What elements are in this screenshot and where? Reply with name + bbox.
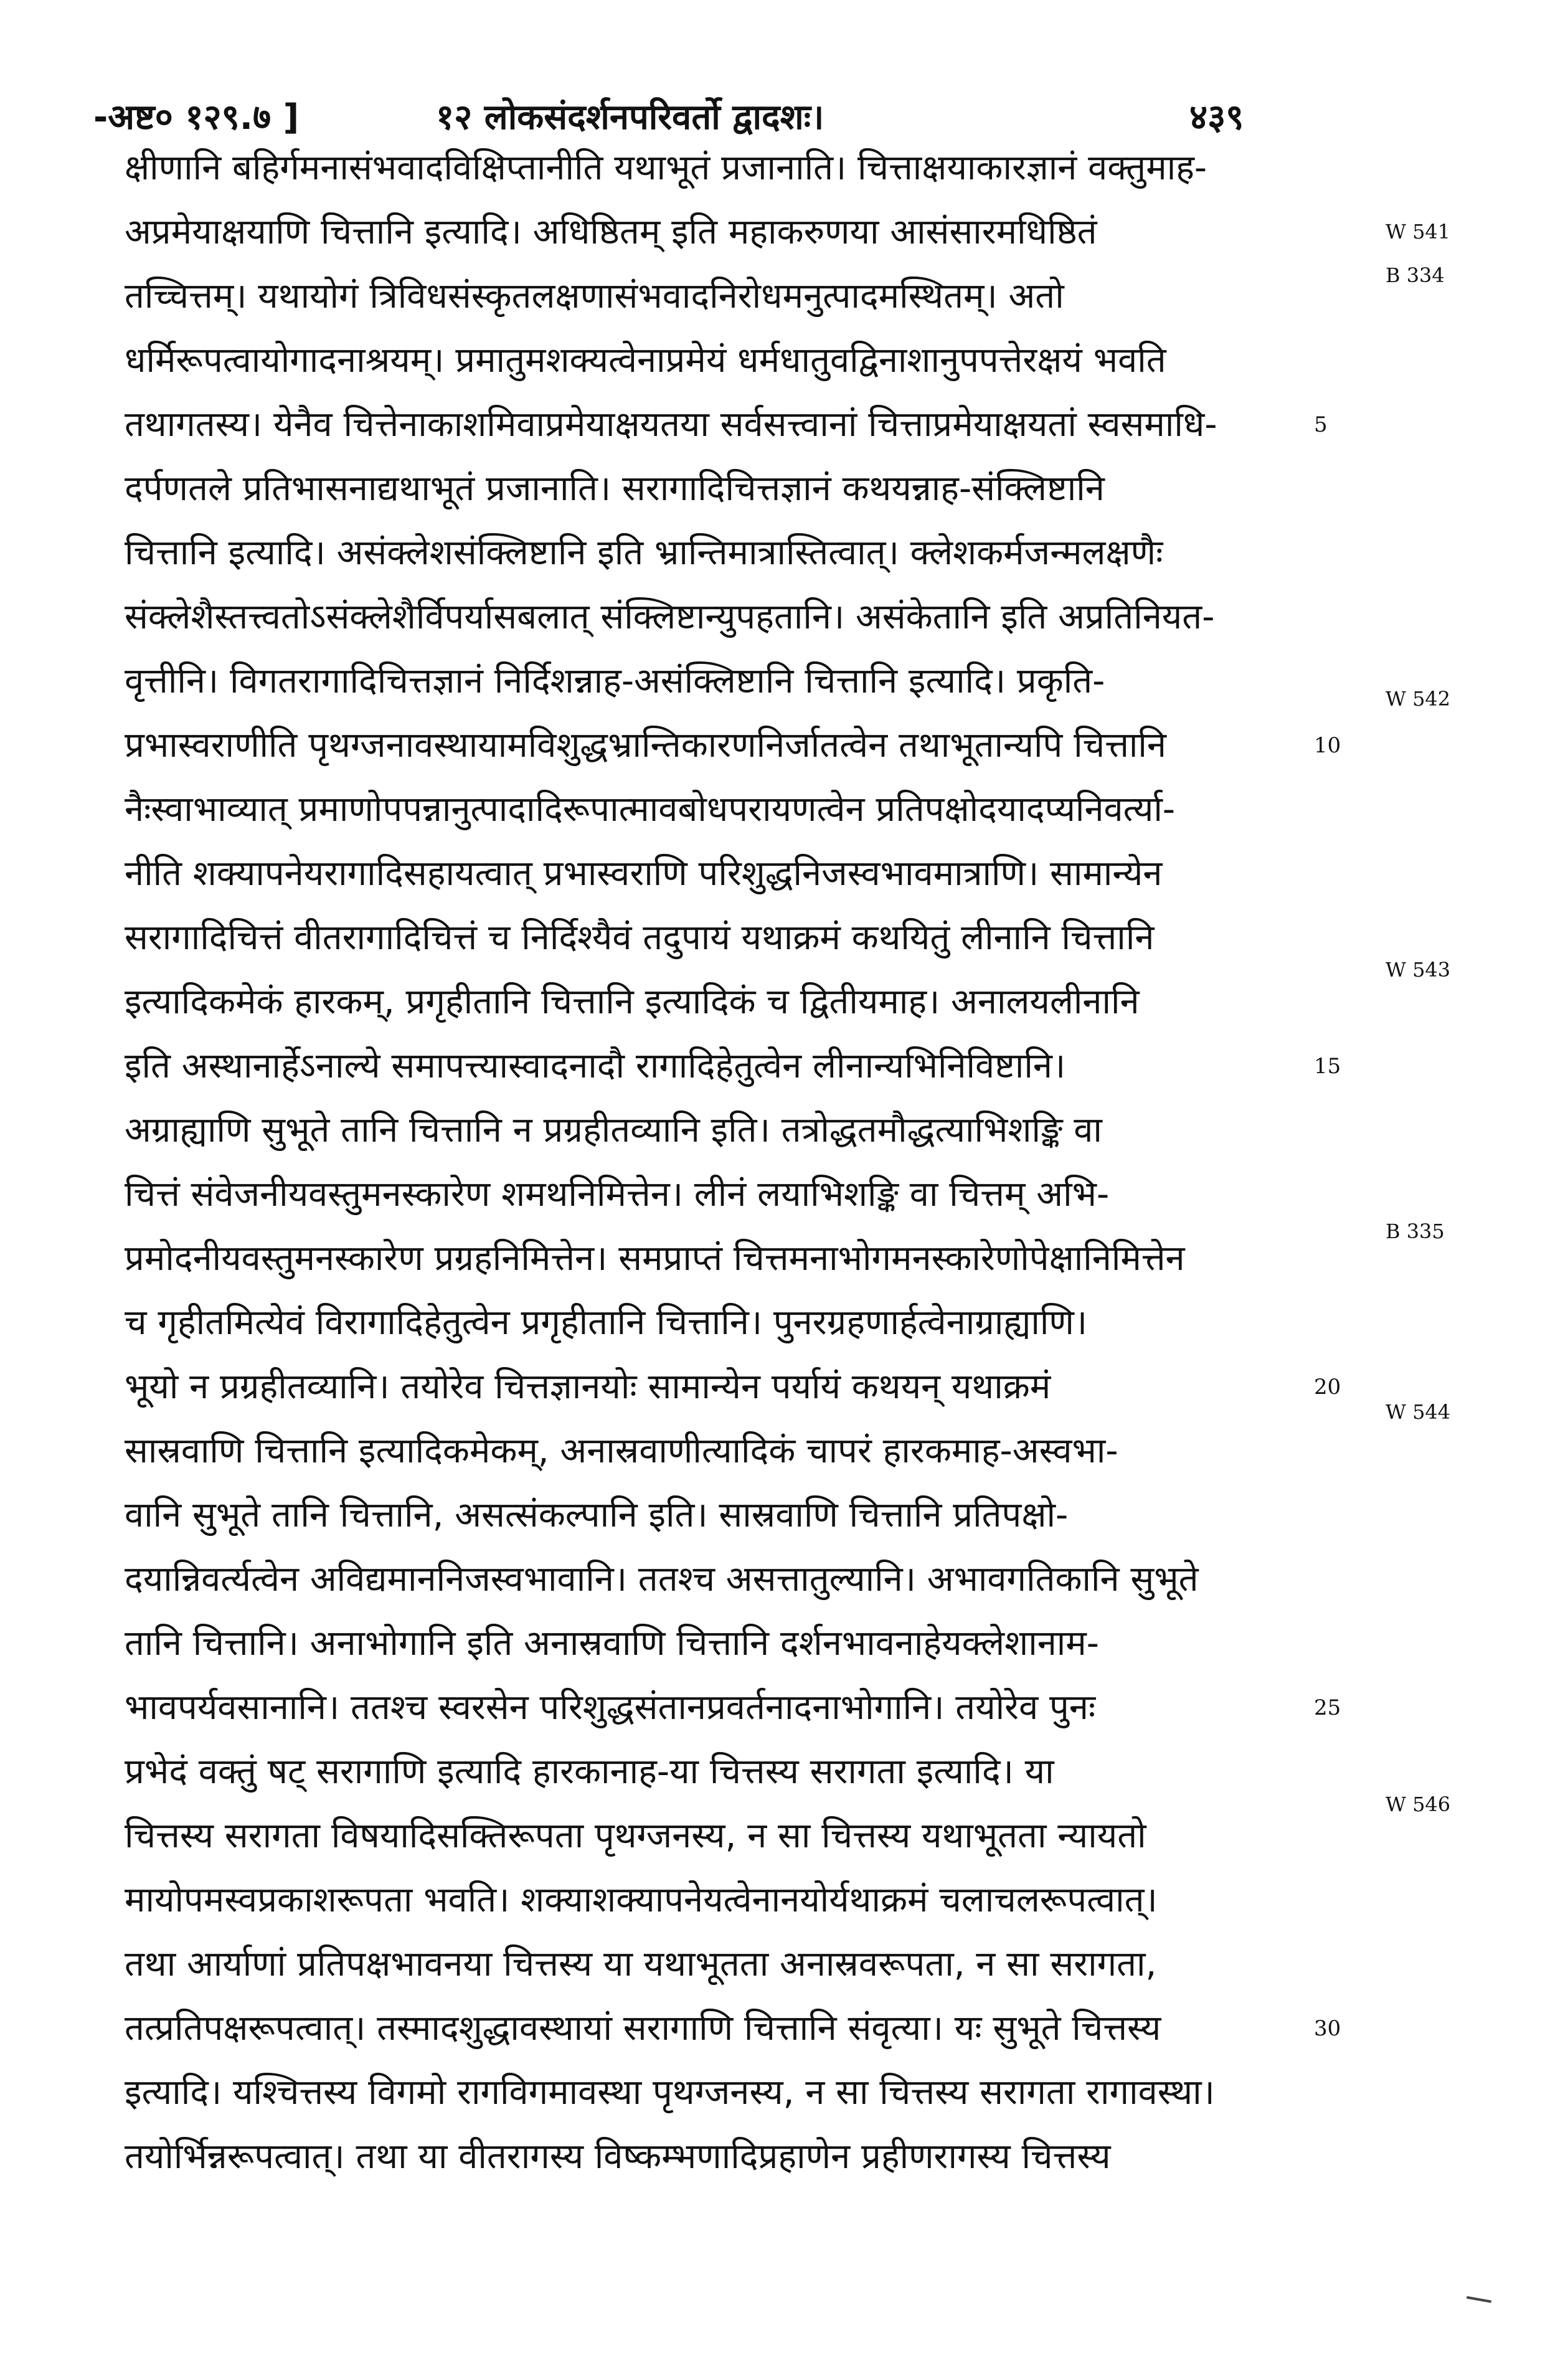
text-line: धर्मिरूपत्वायोगादनाश्रयम्। प्रमातुमशक्यत्वेनाप्रमेयं धर्मधातुवद्विनाशानुपपत्तेरक्षयं भवति: [125, 340, 1166, 381]
text-line: नीति शक्यापनेयरागादिसहायत्वात् प्रभास्वराणि परिशुद्धनिजस्वभावमात्राणि। सामान्येन: [125, 853, 1163, 894]
text-line: दर्पणतले प्रतिभासनाद्यथाभूतं प्रजानाति। सरागादिचित्तज्ञानं कथयन्नाह-संक्लिष्टानि: [125, 468, 1105, 509]
text-line: तथागतस्य। येनैव चित्तेनाकाशमिवाप्रमेयाक्षयतया सर्वसत्त्वानां चित्ताप्रमेयाक्षयतां स्वसमाधि-: [125, 404, 1217, 445]
text-line: अग्राह्याणि सुभूते तानि चित्तानि न प्रग्रहीतव्यानि इति। तत्रोद्धतमौद्धत्याभिशङ्कि वा: [125, 1110, 1102, 1150]
line-number: 10: [1314, 733, 1341, 758]
header-section-ref: -अष्ट० १२९.७ ]: [93, 97, 300, 138]
margin-reference: W 542: [1386, 687, 1451, 711]
text-line: वानि सुभूते तानि चित्तानि, असत्संकल्पानि इति। सास्रवाणि चित्तानि प्रतिपक्षो-: [125, 1495, 1069, 1535]
margin-reference: W 541: [1386, 220, 1451, 244]
text-line: तच्चित्तम्। यथायोगं त्रिविधसंस्कृतलक्षणासंभवादनिरोधमनुत्पादमस्थितम्। अतो: [125, 276, 1064, 316]
text-line: दयान्निवर्त्यत्वेन अविद्यमाननिजस्वभावानि। ततश्च असत्तातुल्यानि। अभावगतिकानि सुभूते: [125, 1559, 1199, 1599]
line-number: 30: [1314, 2016, 1341, 2041]
text-line: संक्लेशैस्तत्त्वतोऽसंक्लेशैर्विपर्यासबलात् संक्लिष्टान्युपहतानि। असंकेतानि इति अप्रतिनियत-: [125, 597, 1215, 637]
text-line: प्रभेदं वक्तुं षट् सरागाणि इत्यादि हारकानाह-या चित्तस्य सरागता इत्यादि। या: [125, 1751, 1054, 1792]
header-page-number: ४३९: [1189, 97, 1244, 138]
text-line: मायोपमस्वप्रकाशरूपता भवति। शक्याशक्यापनेयत्वेनानयोर्यथाक्रमं चलाचलरूपत्वात्।: [125, 1880, 1158, 1920]
text-line: चित्तानि इत्यादि। असंक्लेशसंक्लिष्टानि इति भ्रान्तिमात्रास्तित्वात्। क्लेशकर्मजन्मलक्षणैः: [125, 533, 1163, 573]
stray-mark: [1466, 2296, 1491, 2303]
text-line: चित्तं संवेजनीयवस्तुमनस्कारेण शमथनिमित्तेन। लीनं लयाभिशङ्कि वा चित्तम् अभि-: [125, 1174, 1110, 1215]
text-line: प्रभास्वराणीति पृथग्जनावस्थायामविशुद्धभ्रान्तिकारणनिर्जातत्वेन तथाभूतान्यपि चित्तानि: [125, 725, 1166, 765]
line-number: 15: [1314, 1054, 1341, 1079]
page-header: [0, 73, 1568, 136]
text-line: भावपर्यवसानानि। ततश्च स्वरसेन परिशुद्धसंतानप्रवर्तनादनाभोगानि। तयोरेव पुनः: [125, 1687, 1096, 1728]
text-line: सास्रवाणि चित्तानि इत्यादिकमेकम्, अनास्रवाणीत्यादिकं चापरं हारकमाह-अस्वभा-: [125, 1431, 1118, 1471]
text-line: सरागादिचित्तं वीतरागादिचित्तं च निर्दिश्यैवं तदुपायं यथाक्रमं कथयितुं लीनानि चित्तानि: [125, 917, 1155, 958]
line-number: 5: [1314, 412, 1328, 437]
text-line: च गृहीतमित्येवं विरागादिहेतुत्वेन प्रगृहीतानि चित्तानि। पुनरग्रहणार्हत्वेनाग्राह्याणि।: [125, 1302, 1088, 1343]
text-line: अप्रमेयाक्षयाणि चित्तानि इत्यादि। अधिष्ठितम् इति महाकरुणया आसंसारमधिष्ठितं: [125, 212, 1097, 252]
text-line: चित्तस्य सरागता विषयादिसक्तिरूपता पृथग्जनस्य, न सा चित्तस्य यथाभूतता न्यायतो: [125, 1816, 1146, 1856]
line-number: 20: [1314, 1375, 1341, 1400]
text-line: प्रमोदनीयवस्तुमनस्कारेण प्रग्रहनिमित्तेन। समप्राप्तं चित्तमनाभोगमनस्कारेणोपेक्षानिमित्तेन: [125, 1238, 1185, 1279]
text-line: क्षीणानि बहिर्गमनासंभवादविक्षिप्तानीति यथाभूतं प्रजानाति। चित्ताक्षयाकारज्ञानं वक्तुमाह-: [125, 148, 1207, 188]
margin-reference: W 543: [1386, 958, 1451, 982]
text-line: इत्यादिकमेकं हारकम्, प्रगृहीतानि चित्तानि इत्यादिकं च द्वितीयमाह। अनालयलीनानि: [125, 982, 1140, 1022]
line-number: 25: [1314, 1695, 1341, 1720]
margin-reference: B 335: [1386, 1220, 1445, 1243]
text-line: नैःस्वाभाव्यात् प्रमाणोपपन्नानुत्पादादिरूपात्मावबोधपरायणत्वेन प्रतिपक्षोदयादप्यनिवर्त्या-: [125, 789, 1176, 830]
text-line: तयोर्भिन्नरूपत्वात्। तथा या वीतरागस्य विष्कम्भणादिप्रहाणेन प्रहीणरागस्य चित्तस्य: [125, 2136, 1111, 2177]
text-line: इत्यादि। यश्चित्तस्य विगमो रागविगमावस्था पृथग्जनस्य, न सा चित्तस्य सरागता रागावस्था।: [125, 2072, 1215, 2113]
header-chapter-title: १२ लोकसंदर्शनपरिवर्तो द्वादशः।: [436, 97, 824, 138]
text-line: भूयो न प्रग्रहीतव्यानि। तयोरेव चित्तज्ञानयोः सामान्येन पर्यायं कथयन् यथाक्रमं: [125, 1366, 1051, 1407]
margin-reference: W 546: [1386, 1793, 1451, 1816]
margin-reference: B 334: [1386, 263, 1445, 287]
text-line: वृत्तीनि। विगतरागादिचित्तज्ञानं निर्दिशन्नाह-असंक्लिष्टानि चित्तानि इत्यादि। प्रकृति-: [125, 661, 1105, 701]
text-line: तथा आर्याणां प्रतिपक्षभावनया चित्तस्य या यथाभूतता अनास्रवरूपता, न सा सरागता,: [125, 1944, 1157, 1984]
text-line: इति अस्थानार्हेऽनाल्ये समापत्त्यास्वादनादौ रागादिहेतुत्वेन लीनान्यभिनिविष्टानि।: [125, 1046, 1066, 1086]
text-line: तानि चित्तानि। अनाभोगानि इति अनास्रवाणि चित्तानि दर्शनभावनाहेयक्लेशानाम-: [125, 1623, 1099, 1664]
margin-reference: W 544: [1386, 1400, 1451, 1424]
text-line: तत्प्रतिपक्षरूपत्वात्। तस्मादशुद्धावस्थायां सरागाणि चित्तानि संवृत्या। यः सुभूते चित्तस्य: [125, 2008, 1161, 2049]
